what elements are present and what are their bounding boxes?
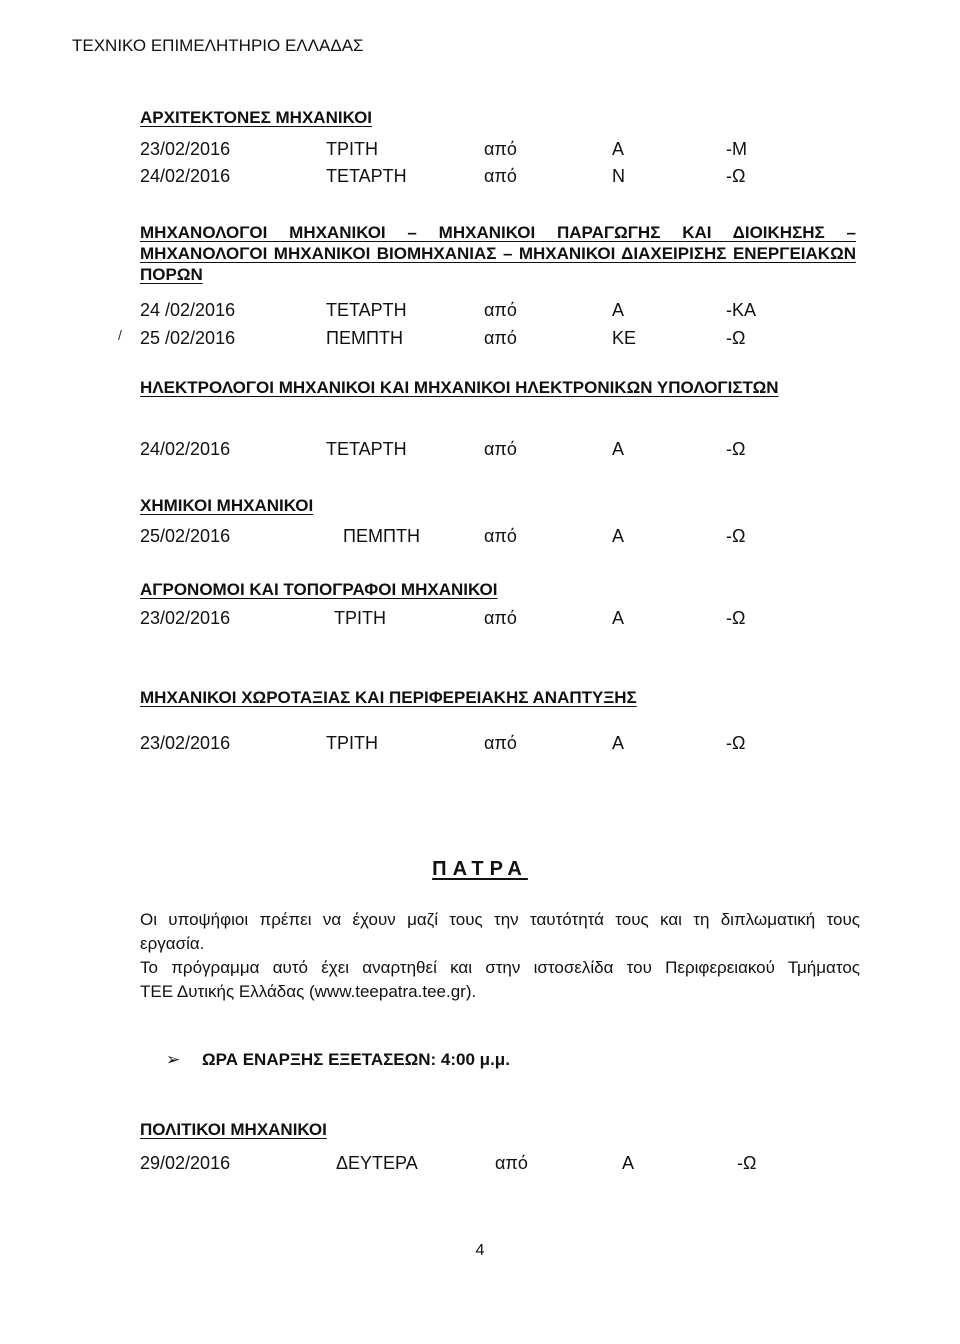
exam-start-text: ΩΡΑ ΕΝΑΡΞΗΣ ΕΞΕΤΑΣΕΩΝ: 4:00 μ.μ. [202, 1050, 510, 1069]
section-title-chemical: ΧΗΜΙΚΟΙ ΜΗΧΑΝΙΚΟΙ [140, 496, 314, 515]
exam-day: ΠΕΜΠΤΗ [326, 328, 403, 348]
note-line: εργασία. [140, 934, 205, 953]
range-start: Α [622, 1153, 635, 1173]
page-number: 4 [475, 1242, 485, 1259]
range-end: -Ω [726, 439, 746, 459]
exam-date: 23/02/2016 [140, 733, 231, 753]
note-line: Το πρόγραμμα αυτό έχει αναρτηθεί και στην ιστοσελίδα του Περιφερειακού Τμήματος [140, 958, 860, 977]
section-title-surveying: ΑΓΡΟΝΟΜΟΙ ΚΑΙ ΤΟΠΟΓΡΑΦΟΙ ΜΗΧΑΝΙΚΟΙ [140, 580, 498, 599]
city-name: ΠΑΤΡΑ [432, 858, 528, 880]
exam-date: 23/02/2016 [140, 608, 231, 628]
section-title-civil: ΠΟΛΙΤΙΚΟΙ ΜΗΧΑΝΙΚΟΙ [140, 1120, 327, 1139]
section-title-planning: ΜΗΧΑΝΙΚΟΙ ΧΩΡΟΤΑΞΙΑΣ ΚΑΙ ΠΕΡΙΦΕΡΕΙΑΚΗΣ ΑΝΑΠΤΥΞΗΣ [140, 688, 637, 707]
exam-day: ΤΕΤΑΡΤΗ [326, 300, 407, 320]
range-start: Α [612, 439, 625, 459]
exam-date: 25/02/2016 [140, 526, 231, 546]
exam-day: ΤΡΙΤΗ [326, 139, 378, 159]
section-title-line: ΠΟΡΩΝ [140, 265, 203, 284]
range-start: Α [612, 733, 625, 753]
stray-mark: / [118, 327, 122, 343]
range-from: από [484, 139, 517, 159]
note-line: Οι υποψήφιοι πρέπει να έχουν μαζί τους την ταυτότητά τους και τη διπλωματική τους [140, 910, 860, 929]
range-from: από [484, 526, 517, 546]
exam-day: ΤΡΙΤΗ [326, 733, 378, 753]
range-end: -Ω [726, 166, 746, 186]
range-end: -Ω [737, 1153, 757, 1173]
exam-date: 24/02/2016 [140, 166, 231, 186]
range-start: Ν [612, 166, 625, 186]
city-heading [0, 858, 960, 881]
range-start: Α [612, 139, 625, 159]
section-title-line: ΜΗΧΑΝΟΛΟΓΟΙ ΜΗΧΑΝΙΚΟΙ – ΜΗΧΑΝΙΚΟΙ ΠΑΡΑΓΩΓΗΣ ΚΑΙ ΔΙΟΙΚΗΣΗΣ – [140, 223, 856, 242]
range-from: από [484, 300, 517, 320]
range-end: -ΚΑ [726, 300, 757, 320]
range-start: Α [612, 608, 625, 628]
range-end: -Ω [726, 526, 746, 546]
notes-paragraph [140, 908, 860, 1004]
org-header: ΤΕΧΝΙΚΟ ΕΠΙΜΕΛΗΤΗΡΙΟ ΕΛΛΑΔΑΣ [72, 36, 364, 55]
range-start: Α [612, 300, 625, 320]
range-from: από [484, 328, 517, 348]
range-from: από [484, 166, 517, 186]
exam-date: 23/02/2016 [140, 139, 231, 159]
range-end: -Ω [726, 608, 746, 628]
section-title-mechanical [140, 222, 856, 285]
section-title-line: ΜΗΧΑΝΟΛΟΓΟΙ ΜΗΧΑΝΙΚΟΙ ΒΙΟΜΗΧΑΝΙΑΣ – ΜΗΧΑΝΙΚΟΙ ΔΙΑΧΕΙΡΙΣΗΣ ΕΝΕΡΓΕΙΑΚΩΝ [140, 244, 856, 263]
arrow-bullet-icon: ➢ [166, 1050, 181, 1069]
section-title-architects: ΑΡΧΙΤΕΚΤΟΝΕΣ ΜΗΧΑΝΙΚΟΙ [140, 108, 373, 127]
note-line: ΤΕΕ Δυτικής Ελλάδας (www.teepatra.tee.gr). [140, 982, 477, 1001]
exam-day: ΠΕΜΠΤΗ [343, 526, 420, 546]
exam-day: ΤΕΤΑΡΤΗ [326, 439, 407, 459]
exam-day: ΤΡΙΤΗ [334, 608, 386, 628]
range-end: -Μ [726, 139, 747, 159]
exam-date: 29/02/2016 [140, 1153, 231, 1173]
exam-day: ΤΕΤΑΡΤΗ [326, 166, 407, 186]
exam-start-time [166, 1050, 510, 1070]
exam-day: ΔΕΥΤΕΡΑ [336, 1153, 418, 1173]
exam-date: 24/02/2016 [140, 439, 231, 459]
range-from: από [484, 608, 517, 628]
exam-date: 25 /02/2016 [140, 328, 236, 348]
exam-date: 24 /02/2016 [140, 300, 236, 320]
range-from: από [484, 733, 517, 753]
range-end: -Ω [726, 733, 746, 753]
range-from: από [495, 1153, 528, 1173]
range-from: από [484, 439, 517, 459]
range-start: ΚΕ [612, 328, 637, 348]
section-title-electrical: ΗΛΕΚΤΡΟΛΟΓΟΙ ΜΗΧΑΝΙΚΟΙ ΚΑΙ ΜΗΧΑΝΙΚΟΙ ΗΛΕΚΤΡΟΝΙΚΩΝ ΥΠΟΛΟΓΙΣΤΩΝ [140, 378, 779, 397]
range-start: Α [612, 526, 625, 546]
range-end: -Ω [726, 328, 746, 348]
